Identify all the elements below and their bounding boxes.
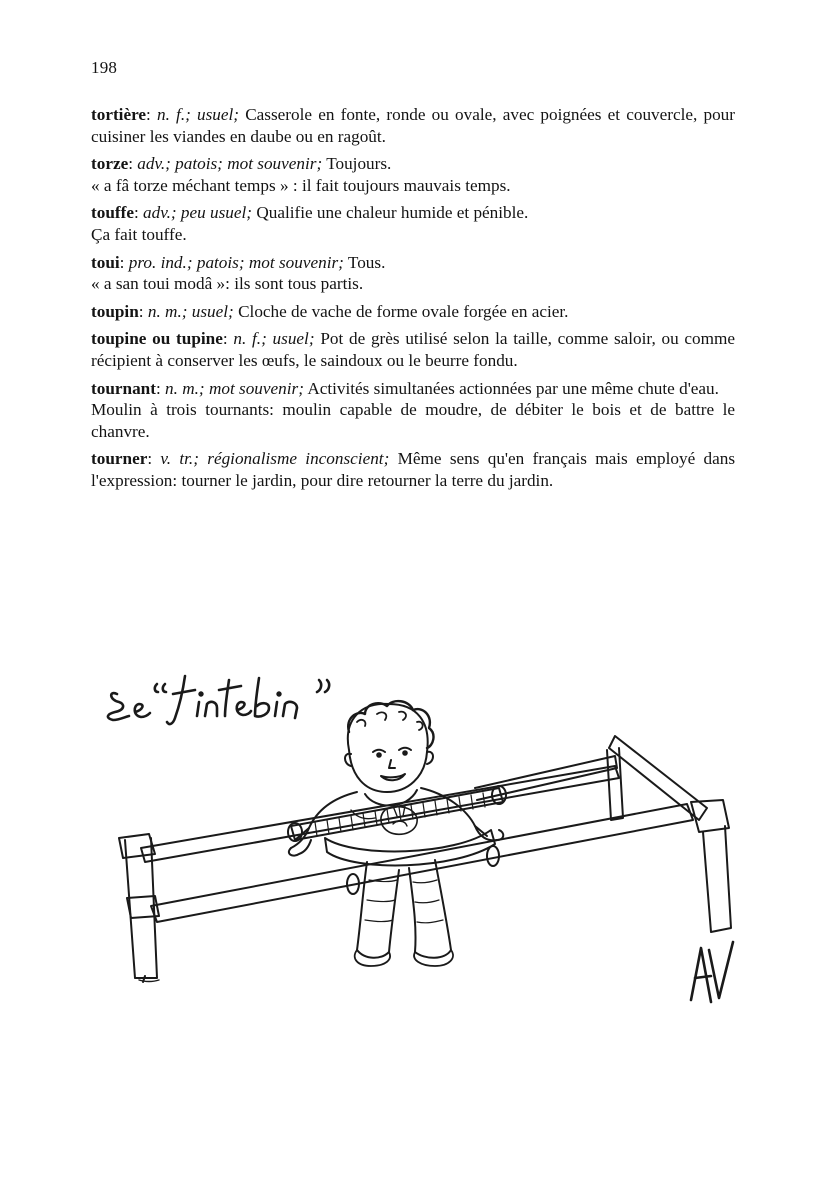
entry-grammar: n. m.; usuel; xyxy=(147,301,234,321)
entry-definition: Casserole en fonte, ronde ou ovale, avec poignées et couvercle, pour cuisiner les viandes en daube ou en ragoût. xyxy=(91,105,735,146)
entry-grammar: v. tr.; régionalisme inconscient; xyxy=(160,449,390,469)
entry-term: toui xyxy=(91,252,120,272)
entry-toui xyxy=(91,252,735,295)
entry-term: tourner xyxy=(91,449,148,469)
entry-definition: Toujours. xyxy=(326,154,392,174)
entry-first-line: toupin: n. m.; usuel; Cloche de vache de forme ovale forgée en acier. xyxy=(91,301,569,321)
entry-tournant xyxy=(91,378,735,443)
front-rail xyxy=(151,804,693,922)
entry-definition: Activités simultanées actionnées par une même chute d'eau. xyxy=(307,378,719,398)
right-front-leg xyxy=(703,826,731,932)
entry-grammar: pro. ind.; patois; mot souvenir; xyxy=(128,252,344,272)
entry-first-line: toupine ou tupine: n. f.; usuel; Pot de grès utilisé selon la taille, comme saloir, ou comme récipient à conserver les œufs, le saindoux ou le beurre fondu. xyxy=(91,329,736,370)
entry-example: Moulin à trois tournants: moulin capable de moudre, de débiter le bois et de battre le chanvre. xyxy=(91,400,735,441)
entry-definition: Cloche de vache de forme ovale forgée en acier. xyxy=(238,301,569,321)
dictionary-entries xyxy=(91,104,735,498)
entry-term: toupine ou tupine xyxy=(91,329,223,349)
entry-example: Ça fait touffe. xyxy=(91,224,187,244)
entry-term: toupin xyxy=(91,301,139,321)
artist-signature xyxy=(685,930,745,1010)
baby-walker-drawing xyxy=(95,660,755,1040)
entry-term: tournant xyxy=(91,378,156,398)
entry-first-line: torze: adv.; patois; mot souvenir; Toujours. xyxy=(91,154,392,174)
entry-first-line: tourner: v. tr.; régionalisme inconscient; Même sens qu'en français mais employé dans l'expression: tourner le jardin, pour dire retourner la terre du jardin. xyxy=(91,449,736,490)
entry-grammar: n. f.; usuel; xyxy=(156,105,240,124)
entry-first-line: tournant: n. m.; mot souvenir; Activités simultanées actionnées par une même chute d'eau. xyxy=(91,378,719,398)
entry-tortiere xyxy=(91,104,735,147)
entry-definition: Pot de grès utilisé selon la taille, comme saloir, ou comme récipient à conserver les œufs, le saindoux ou le beurre fondu. xyxy=(91,329,736,370)
entry-first-line: tortière: n. f.; usuel; Casserole en fonte, ronde ou ovale, avec poignées et couvercle, pour cuisiner les viandes en daube ou en ragoût. xyxy=(91,105,735,146)
page-number: 198 xyxy=(91,58,118,77)
entry-term: touffe xyxy=(91,203,134,223)
entry-torze xyxy=(91,153,735,196)
entry-term: torze xyxy=(91,154,129,174)
illustration-baby-walker xyxy=(95,660,755,1040)
front-rail-ring-right xyxy=(487,846,499,866)
entry-definition: Tous. xyxy=(347,252,386,272)
entry-first-line: toui: pro. ind.; patois; mot souvenir; Tous. xyxy=(91,252,386,272)
entry-example: « a san toui modâ »: ils sont tous partis. xyxy=(91,274,364,294)
entry-tourner xyxy=(91,448,735,491)
baby-head xyxy=(345,701,433,792)
entry-definition: Même sens qu'en français mais employé dans l'expression: tourner le jardin, pour dire retourner la terre du jardin. xyxy=(91,449,736,490)
entry-example: « a fâ torze méchant temps » : il fait toujours mauvais temps. xyxy=(91,175,511,195)
entry-grammar: n. f.; usuel; xyxy=(233,329,315,349)
entry-toupin xyxy=(91,301,735,323)
entry-grammar: n. m.; mot souvenir; xyxy=(165,378,304,398)
entry-grammar: adv.; peu usuel; xyxy=(143,203,253,223)
entry-toupine xyxy=(91,328,735,371)
entry-grammar: adv.; patois; mot souvenir; xyxy=(137,154,323,174)
entry-definition: Qualifie une chaleur humide et pénible. xyxy=(256,203,529,223)
entry-first-line: touffe: adv.; peu usuel; Qualifie une chaleur humide et pénible. xyxy=(91,203,529,223)
entry-touffe xyxy=(91,202,735,245)
entry-term: tortière xyxy=(91,105,147,124)
